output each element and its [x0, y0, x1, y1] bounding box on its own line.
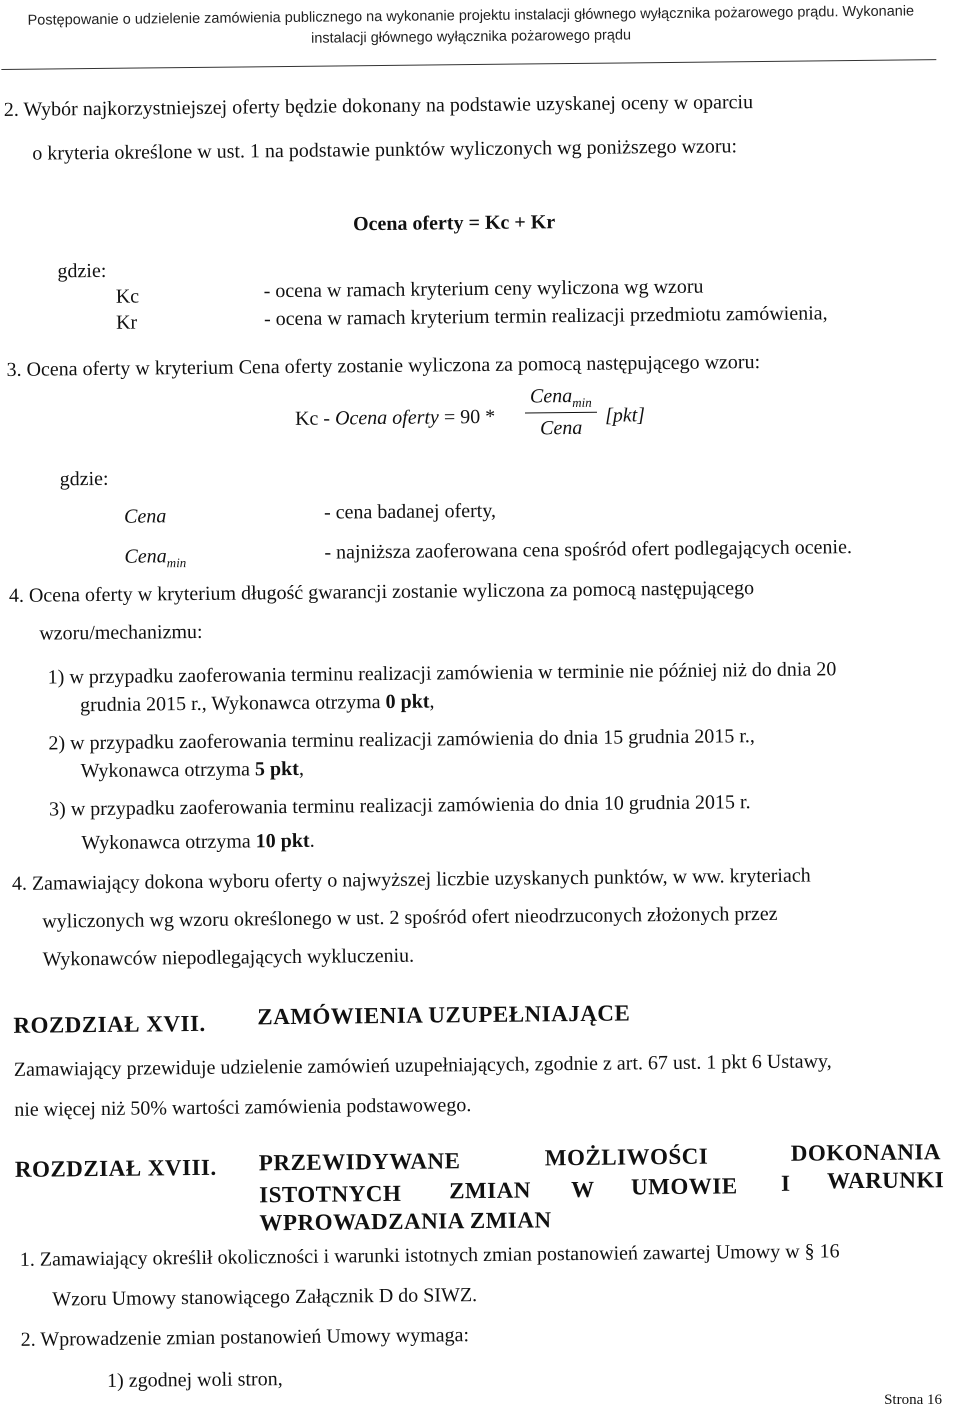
kr-description: - ocena w ramach kryterium termin realizacji przedmiotu zamówienia,	[263, 302, 828, 331]
kc-description: - ocena w ramach kryterium ceny wyliczona wg wzoru	[263, 275, 704, 303]
paragraph-4b-line-2: wyliczonych wg wzoru określonego w ust. 2 spośród ofert nieodrzuconych złożonych przez	[42, 902, 778, 933]
page-number: Strona 16	[884, 1392, 942, 1408]
formula-price-numerator: Cena$_{min}$	[529, 385, 592, 411]
criteria-item-1: 1) w przypadku zaoferowania terminu realizacji zamówienia w terminie nie później niż do dnia 20	[47, 658, 837, 689]
paragraph-3: 3. Ocena oferty w kryterium Cena oferty zostanie wyliczona za pomocą następującego wzoru:	[6, 351, 761, 381]
kc-symbol: Kc	[115, 285, 140, 308]
chapter-18-title-line-2-w6: WARUNKI	[826, 1167, 945, 1194]
paragraph-4a-line-1: 4. Ocena oferty w kryterium długość gwarancji zostanie wyliczona za pomocą następującego	[8, 577, 755, 607]
formula-price-lhs: Kc -	[294, 407, 336, 430]
chapter-18-title-line-2-w3: W	[571, 1176, 595, 1203]
paragraph-2-line-2: o kryteria określone w ust. 1 na podstawie punktów wyliczonych wg poniższego wzoru:	[32, 135, 738, 165]
criteria-item-3: 3) w przypadku zaoferowania terminu realizacji zamówienia do dnia 10 grudnia 2015 r.	[49, 791, 751, 821]
formula-price	[295, 404, 495, 432]
chapter-18-title-line-2-w2: ZMIAN	[449, 1177, 531, 1204]
criteria-item-2: 2) w przypadku zaoferowania terminu realizacji zamówienia do dnia 15 grudnia 2015 r.,	[48, 725, 755, 755]
cenamin-symbol: Cena$_{min}$	[124, 545, 187, 571]
chapter-18-title-line-2-w4: UMOWIE	[630, 1173, 738, 1200]
paragraph-2-line-1: 2. Wybór najkorzystniejszej oferty będzie dokonany na podstawie uzyskanej oceny w oparciu	[3, 91, 754, 121]
chapter-17-title: ZAMÓWIENIA UZUPEŁNIAJĄCE	[257, 1000, 631, 1030]
cena-symbol: Cena	[123, 505, 167, 528]
chapter-18-title-word-3: DOKONANIA	[790, 1139, 942, 1166]
chapter-18-title-word-2: MOŻLIWOŚCI	[544, 1143, 709, 1171]
chapter-17-number: ROZDZIAŁ XVII.	[13, 1010, 206, 1038]
where-label-2: gdzie:	[59, 467, 109, 491]
formula-price-lhs-italic: Ocena oferty	[334, 406, 439, 430]
header-line-2: instalacji głównego wyłącznika pożarowego prądu	[310, 27, 632, 47]
criteria-item-2-line-2: Wykonawca otrzyma 5 pkt,	[80, 757, 305, 783]
chapter-18-title-line-2-w1: ISTOTNYCH	[259, 1180, 402, 1208]
formula-total-score: Ocena oferty = Kc + Kr	[352, 211, 556, 236]
chapter-17-line-2: nie więcej niż 50% wartości zamówienia podstawowego.	[14, 1094, 472, 1121]
fraction-bar	[525, 412, 597, 414]
paragraph-4a-line-2: wzoru/mechanizmu:	[39, 620, 203, 645]
cenamin-description: - najniższa zaoferowana cena spośród ofert podlegających ocenie.	[324, 536, 853, 564]
chapter-18-item-1-line-2: Wzoru Umowy stanowiącego Załącznik D do SIWZ.	[52, 1284, 478, 1311]
chapter-18-item-1-line-1: 1. Zamawiający określił okoliczności i warunki istotnych zmian postanowień zawartej Umowy w § 16	[19, 1240, 840, 1271]
formula-price-unit: [pkt]	[604, 404, 646, 427]
chapter-17-line-1: Zamawiający przewiduje udzielenie zamówień uzupełniających, zgodnie z art. 67 ust. 1 pkt 6 Ustawy,	[13, 1050, 832, 1081]
kr-symbol: Kr	[115, 311, 138, 334]
formula-price-denominator: Cena	[539, 416, 583, 440]
header-divider	[1, 59, 936, 70]
criteria-item-3-line-2: Wykonawca otrzyma 10 pkt.	[81, 829, 315, 855]
paragraph-4b-line-1: 4. Zamawiający dokona wyboru oferty o najwyższej liczbie uzyskanych punktów, w ww. kryteriach	[11, 864, 811, 895]
chapter-18-title-line-2-w5: I	[780, 1170, 791, 1196]
header-line-1: Postępowanie o udzielenie zamówienia publicznego na wykonanie projektu instalacji głównego wyłącznika pożarowego prądu. Wykonanie	[27, 3, 915, 29]
page-header	[1, 1, 941, 53]
paragraph-4b-line-3: Wykonawców niepodlegających wykluczeniu.	[42, 944, 415, 971]
cena-description: - cena badanej oferty,	[323, 499, 497, 524]
chapter-18-title-word-1: PRZEWIDYWANE	[258, 1148, 461, 1176]
where-label-1: gdzie:	[57, 259, 107, 283]
chapter-18-item-2: 2. Wprowadzenie zmian postanowień Umowy wymaga:	[20, 1324, 470, 1351]
criteria-item-1-line-2: grudnia 2015 r., Wykonawca otrzyma 0 pkt,	[79, 690, 435, 717]
formula-price-eq: = 90 *	[438, 405, 496, 429]
chapter-18-item-2-sub-1: 1) zgodnej woli stron,	[106, 1368, 283, 1392]
chapter-18-number: ROZDZIAŁ XVIII.	[14, 1154, 217, 1182]
chapter-18-title-line-3: WPROWADZANIA ZMIAN	[259, 1207, 552, 1236]
